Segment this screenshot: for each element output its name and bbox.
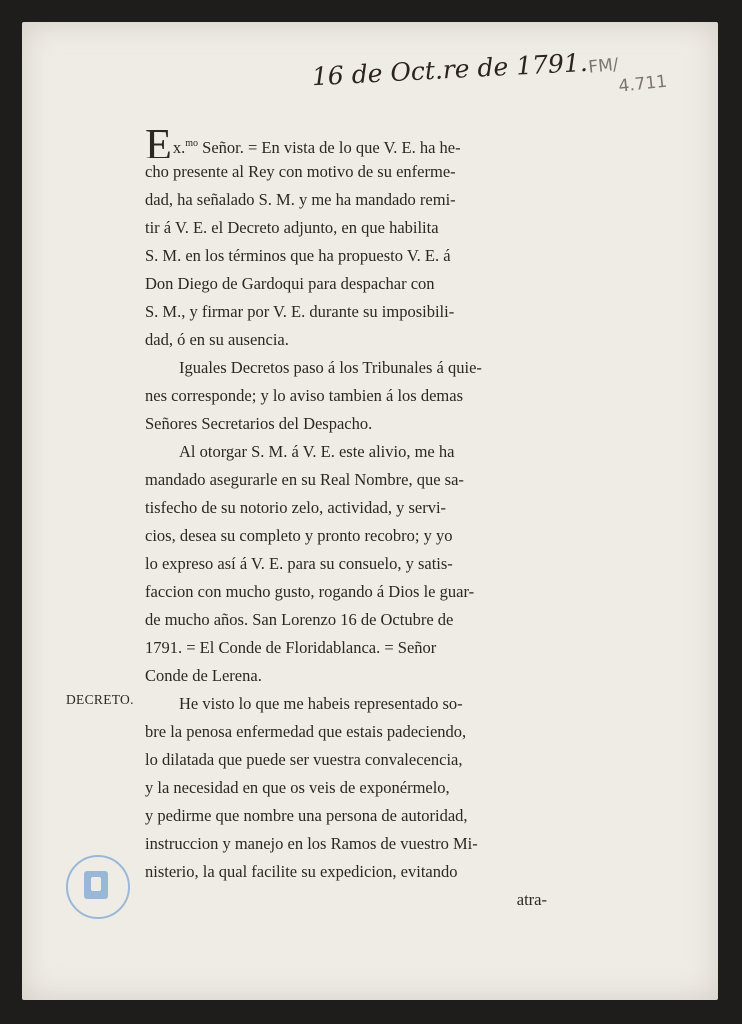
document-body [145, 130, 547, 914]
text-line: 1791. = El Conde de Floridablanca. = Señor [145, 638, 437, 657]
text-line: faccion con mucho gusto, rogando á Dios le guar- [145, 582, 475, 601]
text-line: y la necesidad en que os veis de exponérmelo, [145, 778, 450, 797]
text-line: de mucho años. San Lorenzo 16 de Octubre de [145, 610, 454, 629]
text-line: Al otorgar S. M. á V. E. este alivio, me ha [179, 442, 455, 461]
text-line: Señores Secretarios del Despacho. [145, 414, 373, 433]
archive-reference-line: FM/ [587, 54, 620, 78]
text-line: Iguales Decretos paso á los Tribunales á quie- [179, 358, 482, 377]
text-line: S. M., y firmar por V. E. durante su imposibili- [145, 302, 455, 321]
library-stamp-icon [66, 855, 130, 919]
text-line: dad, ó en su ausencia. [145, 330, 289, 349]
text-line: dad, ha señalado S. M. y me ha mandado remi- [145, 190, 456, 209]
handwritten-date: 16 de Oct.re de 1791. [311, 47, 589, 92]
text-line: cho presente al Rey con motivo de su enferme- [145, 162, 456, 181]
text-line: nisterio, la qual facilite su expedicion, evitando [145, 862, 458, 881]
text-line: tisfecho de su notorio zelo, actividad, y servi- [145, 498, 447, 517]
text-line-rest: Señor. = En vista de lo que V. E. ha he- [198, 138, 461, 157]
text-line: mandado asegurarle en su Real Nombre, que sa- [145, 470, 464, 489]
text-line: lo expreso así á V. E. para su consuelo, y satis- [145, 554, 453, 573]
text-line: instruccion y manejo en los Ramos de vuestro Mi- [145, 834, 478, 853]
text-line: bre la penosa enfermedad que estais padeciendo, [145, 722, 467, 741]
text-line: cios, desea su completo y pronto recobro; y yo [145, 526, 453, 545]
catchword: atra- [516, 890, 547, 909]
text-line: He visto lo que me habeis representado so- [179, 694, 463, 713]
text-line: S. M. en los términos que ha propuesto V. E. á [145, 246, 451, 265]
text-line: tir á V. E. el Decreto adjunto, en que habilita [145, 218, 439, 237]
drop-cap: E [145, 130, 172, 158]
archive-reference-line: 4.711 [617, 71, 669, 97]
text-line: lo dilatada que puede ser vuestra convalecencia, [145, 750, 463, 769]
text-line: Conde de Lerena. [145, 666, 262, 685]
text-line: nes corresponde; y lo aviso tambien á los demas [145, 386, 464, 405]
archive-reference [587, 47, 682, 112]
opening-salutation: Ex.$^{mo}$ Señor. = En vista de lo que V. E. ha he- [145, 130, 461, 158]
text-line: Don Diego de Gardoqui para despachar con [145, 274, 435, 293]
text-line [145, 130, 547, 158]
text-line: y pedirme que nombre una persona de autoridad, [145, 806, 468, 825]
margin-label-decreto: DECRETO. [66, 692, 134, 707]
